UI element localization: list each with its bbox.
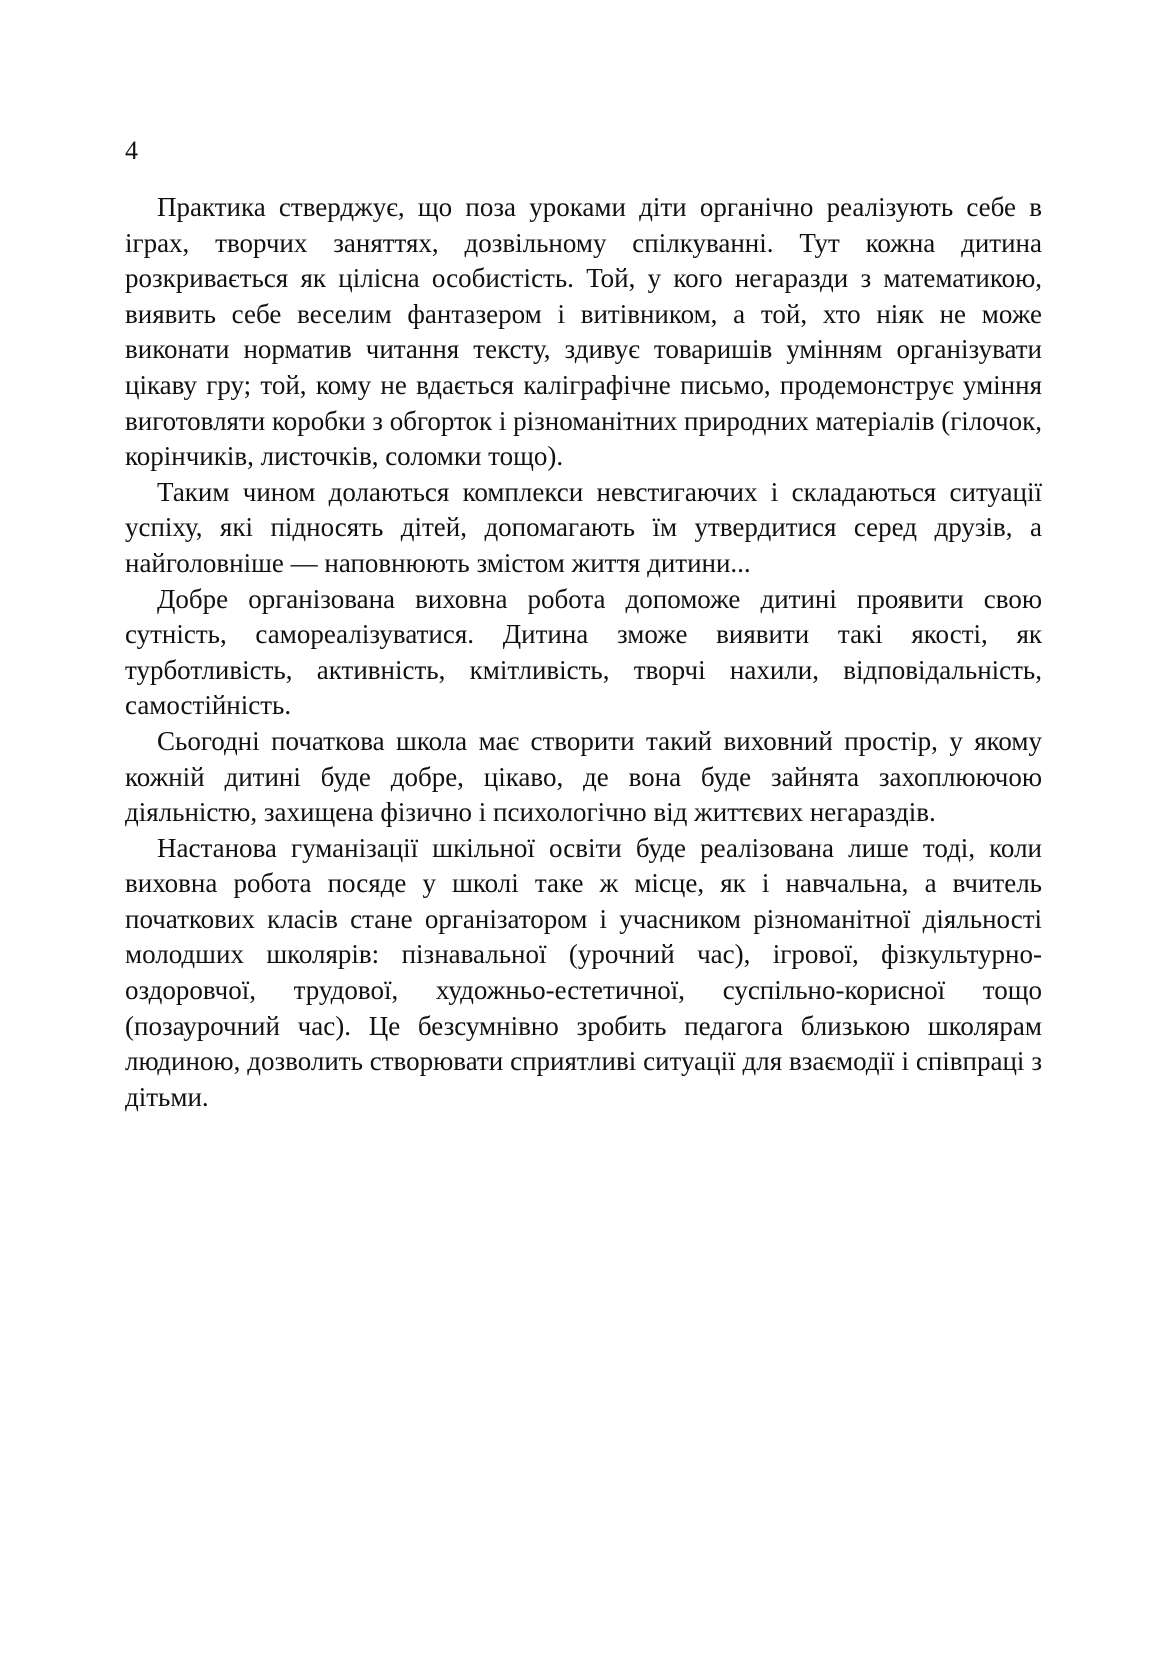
- body-text: [125, 190, 1042, 1115]
- paragraph-4: Сьогодні початкова школа має створити такий виховний простір, у якому кожній дитині буде добре, цікаво, де вона буде зайнята захоплюючою діяльністю, захищена фізично і психологічно від життєвих негараздів.: [125, 725, 1042, 828]
- paragraph-3: Добре організована виховна робота допоможе дитині проявити свою сутність, самореалізуватися. Дитина зможе виявити такі якості, як турботливість, активність, кмітливість, творчі нахили, відповідальність, самостійність.: [125, 583, 1042, 721]
- page-number: 4: [125, 136, 138, 165]
- paragraph-1: Практика стверджує, що поза уроками діти органічно реалізують себе в іграх, творчих заняттях, дозвільному спілкуванні. Тут кожна дитина розкривається як цілісна особистість. Той, у кого негаразди з математикою, виявить себе веселим фантазером і витівником, а той, хто ніяк не може виконати норматив читання тексту, здивує товаришів умінням організувати цікаву гру; той, кому не вдається каліграфічне письмо, продемонструє уміння виготовляти коробки з обгорток і різноманітних природних матеріалів (гілочок, корінчиків, листочків, соломки тощо).: [125, 192, 1042, 472]
- paragraph-2: Таким чином долаються комплекси невстигаючих і складаються ситуації успіху, які підносять дітей, допомагають їм утвердитися серед друзів, а найголовніше — наповнюють змістом життя дитини...: [125, 476, 1042, 578]
- paragraph-5: Настанова гуманізації шкільної освіти буде реалізована лише тоді, коли виховна робота посяде у школі таке ж місце, як і навчальна, а вчитель початкових класів стане організатором і учасником різноманітної діяльності молодших школярів: пізнавальної (урочний час), ігрової, фізкультурно-оздоровчої, трудової, художньо-естетичної, суспільно-корисної тощо (позаурочний час). Це безсумнівно зробить педагога близькою школярам людиною, дозволить створювати сприятливі ситуації для взаємодії і співпраці з дітьми.: [125, 832, 1042, 1112]
